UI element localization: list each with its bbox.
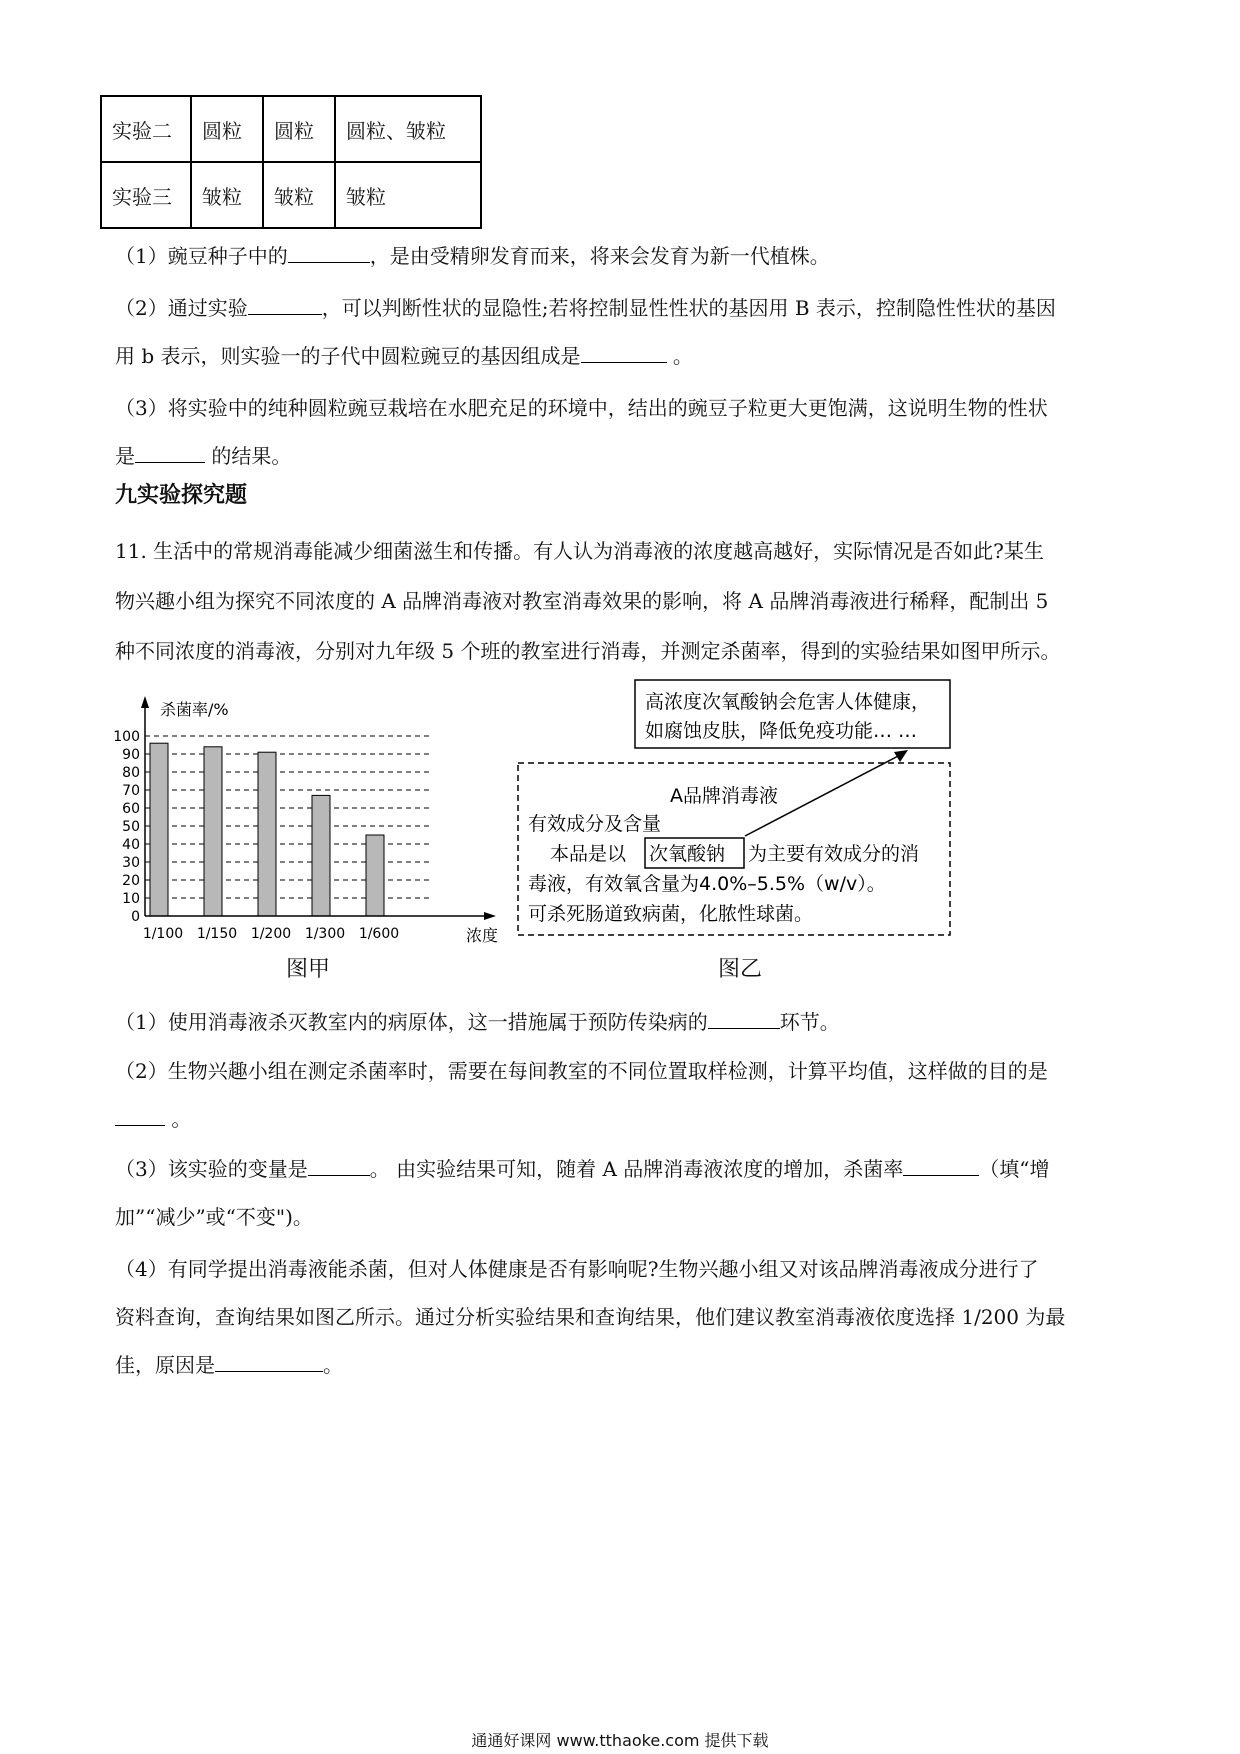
table-cell: 圆粒: [191, 96, 263, 162]
highlighted-ingredient: 次氧酸钠: [649, 843, 726, 865]
x-tick-label: 1/150: [196, 926, 238, 942]
bar: [366, 835, 384, 916]
q10-part1: [115, 240, 830, 269]
bar: [204, 747, 222, 916]
q11-part1-text-end: 环节。: [779, 1010, 840, 1034]
q11-part2: [115, 1055, 1048, 1084]
table-cell: 皱粒: [191, 162, 263, 228]
q10-part2-text-end: 。: [666, 344, 693, 368]
q10-part3: [115, 392, 1048, 421]
q10-part3-text-cont: 是: [115, 444, 135, 468]
answer-blank[interactable]: [903, 1157, 979, 1176]
q10-part3-text: （3）将实验中的纯种圆粒豌豆栽培在水肥充足的环境中，结出的豌豆子粒更大更饱满，这说明生物的性状: [115, 396, 1048, 420]
q11-part2-text: （2）生物兴趣小组在测定杀菌率时，需要在每间教室的不同位置取样检测，计算平均值，这样做的目的是: [115, 1059, 1048, 1083]
q11-part3-text-cont: 加”“减少”或“不变")。: [115, 1205, 313, 1229]
q11-stem-line: 物兴趣小组为探究不同浓度的 A 品牌消毒液对教室消毒效果的影响，将 A 品牌消毒液进行稀释，配制出 5: [115, 589, 1049, 613]
chart-bars: [150, 743, 384, 916]
q10-part2-cont: [115, 340, 693, 369]
answer-blank[interactable]: [708, 1010, 780, 1029]
q10-part2: [115, 292, 1056, 321]
table-row: [101, 162, 481, 228]
y-axis-arrow: [141, 696, 149, 708]
bar: [150, 743, 168, 916]
y-tick-label: 40: [122, 837, 140, 853]
chart-grid: [145, 736, 430, 898]
table-cell: 圆粒、皱粒: [335, 96, 481, 162]
figure-caption: 图乙: [718, 957, 763, 982]
q11-part3-text: （3）该实验的变量是: [115, 1157, 308, 1181]
info-line: 本品是以: [550, 843, 627, 865]
q11-stem-line: 11. 生活中的常规消毒能减少细菌滋生和传播。有人认为消毒液的浓度越高越好，实际情况是否如此?某生: [115, 539, 1044, 563]
table-cell: 皱粒: [335, 162, 481, 228]
q10-part2-text-mid: ，可以判断性状的显隐性;若将控制显性性状的基因用 B 表示，控制隐性性状的基因: [321, 296, 1056, 320]
answer-blank[interactable]: [135, 444, 205, 463]
q11-part3-cont: [115, 1201, 313, 1230]
x-tick-label: 1/300: [304, 926, 346, 942]
table-cell: 实验二: [101, 96, 191, 162]
x-axis-arrow: [484, 912, 496, 920]
y-tick-label: 60: [122, 801, 140, 817]
q11-part3-text-end: （填“增: [979, 1157, 1050, 1181]
y-tick-label: 10: [122, 891, 140, 907]
answer-blank[interactable]: [215, 1353, 323, 1372]
table-cell: 圆粒: [263, 96, 335, 162]
y-tick-label: 80: [122, 765, 140, 781]
x-axis-label: 浓度: [466, 926, 499, 945]
q10-part1-text: （1）豌豆种子中的: [115, 244, 288, 268]
callout-line: 如腐蚀皮肤，降低免疫功能… …: [645, 720, 918, 742]
seed-table: [100, 95, 482, 229]
y-tick-label: 30: [122, 855, 140, 871]
bar: [312, 795, 330, 916]
answer-blank[interactable]: [581, 344, 667, 363]
x-tick-label: 1/200: [250, 926, 292, 942]
figure-yi: [510, 670, 970, 960]
y-tick-label: 50: [122, 819, 140, 835]
y-tick-label: 70: [122, 783, 140, 799]
y-tick-label: 20: [122, 873, 140, 889]
info-line: 为主要有效成分的消: [748, 843, 920, 865]
answer-blank[interactable]: [308, 1157, 370, 1176]
q11-part4-cont: [115, 1301, 1065, 1330]
x-tick-label: 1/600: [358, 926, 400, 942]
q11-part4-period: 。: [323, 1353, 343, 1377]
answer-blank[interactable]: [115, 1107, 165, 1126]
q11-part1-text: （1）使用消毒液杀灭教室内的病原体，这一措施属于预防传染病的: [115, 1010, 708, 1034]
q10-part2-text-cont: 用 b 表示，则实验一的子代中圆粒豌豆的基因组成是: [115, 344, 581, 368]
answer-blank[interactable]: [288, 244, 370, 263]
section-heading: 九实验探究题: [115, 483, 248, 508]
q11-part2-cont: [115, 1103, 191, 1132]
bar-chart: [100, 690, 520, 950]
pointer-arrow: [894, 750, 908, 762]
bar: [258, 752, 276, 916]
info-line: 有效成分及含量: [528, 813, 662, 835]
q11-part1: [115, 1006, 840, 1035]
y-tick-label: 90: [122, 747, 140, 763]
q11-part4-text-cont: 资料查询，查询结果如图乙所示。通过分析实验结果和查询结果，他们建议教室消毒液依度选择 1/200 为最: [115, 1305, 1066, 1329]
table-row: [101, 96, 481, 162]
x-tick-label: 1/100: [142, 926, 184, 942]
q11-part2-text-end: 。: [165, 1107, 192, 1131]
q10-part3-text-end: 的结果。: [205, 444, 292, 468]
q11-part3-text-mid: 。 由实验结果可知，随着 A 品牌消毒液浓度的增加，杀菌率: [369, 1157, 904, 1181]
product-title: A品牌消毒液: [670, 785, 778, 807]
callout-line: 高浓度次氧酸钠会危害人体健康，: [645, 691, 931, 713]
q11-stem-line: 种不同浓度的消毒液，分别对九年级 5 个班的教室进行消毒，并测定杀菌率，得到的实验结果如图甲所示。: [115, 639, 1061, 663]
q11-part4-text: （4）有同学提出消毒液能杀菌，但对人体健康是否有影响呢?生物兴趣小组又对该品牌消毒液成分进行了: [115, 1257, 1039, 1281]
table-cell: 皱粒: [263, 162, 335, 228]
q10-part2-text: （2）通过实验: [115, 296, 248, 320]
page-footer: 通通好课网 www.tthaoke.com 提供下载: [471, 1731, 769, 1750]
table-cell: 实验三: [101, 162, 191, 228]
info-line: 可杀死肠道致病菌，化脓性球菌。: [528, 903, 814, 925]
q11-part4-text-end: 佳，原因是: [115, 1353, 215, 1377]
info-line: 毒液，有效氧含量为4.0%–5.5%（w/v）。: [528, 873, 886, 895]
q10-part1-text-end: ，是由受精卵发育而来，将来会发育为新一代植株。: [369, 244, 830, 268]
y-axis-label: 杀菌率/%: [160, 700, 229, 719]
y-tick-label: 0: [131, 909, 140, 925]
q11-part4: [115, 1253, 1038, 1282]
q11-part4-end: [115, 1349, 343, 1378]
figure-caption: 图甲: [286, 957, 331, 982]
q10-part3-cont: [115, 440, 291, 469]
y-tick-label: 100: [113, 729, 140, 745]
answer-blank[interactable]: [248, 296, 322, 315]
q11-part3: [115, 1153, 1049, 1182]
